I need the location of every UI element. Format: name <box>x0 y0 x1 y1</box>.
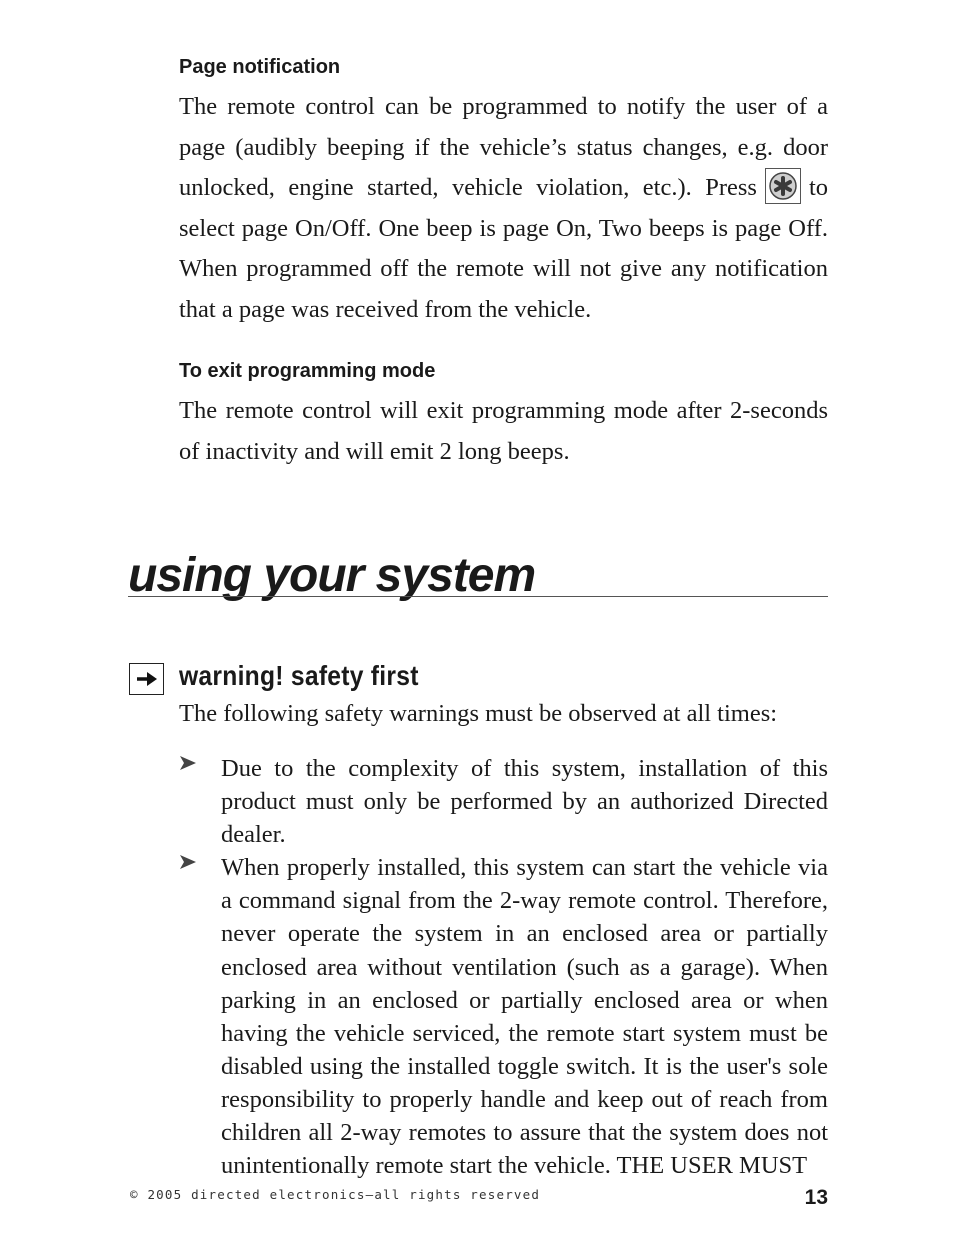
page-notification-heading: Page notification <box>179 56 341 78</box>
section-title: using your system <box>128 549 536 602</box>
page-notification-text-after: to select page On/Off. One beep is page On, Two beeps is page Off. When programmed off the remote will not give any notification that a page was received from the vehicle. <box>179 174 828 323</box>
warning-title: warning! safety first <box>179 660 419 691</box>
asterisk-key-icon <box>765 168 801 204</box>
exit-programming-heading: To exit programming mode <box>179 360 436 382</box>
page-notification-paragraph <box>179 87 828 330</box>
warning-list <box>179 752 828 1182</box>
bullet-text <box>221 851 828 1182</box>
bullet-text: Due to the complexity of this system, installation of this product must only be performed by an authorized Directed dealer. <box>221 755 828 849</box>
footer-copyright: © 2005 directed electronics—all rights reserved <box>130 1187 541 1202</box>
triangle-bullet-icon <box>179 854 197 875</box>
arrow-right-icon <box>129 663 164 695</box>
bullet-text-body: When properly installed, this system can start the vehicle via a command signal from the 2-way remote control. Therefore, never operate the system in an enclosed area or partially enclosed area without ventilation (such as a garage). When parking in an enclosed or partially enclosed area or when having the vehicle serviced, the remote start system must be disabled using the installed toggle switch. It is the user's sole responsibility to properly handle and keep out of reach from children all 2-way remotes to assure that the system does not unintentionally remote start the vehicle. <box>221 854 828 1180</box>
triangle-bullet-icon <box>179 755 197 776</box>
page-number: 13 <box>804 1186 828 1209</box>
bullet-emphasis: THE USER MUST <box>616 1152 808 1180</box>
warning-intro: The following safety warnings must be observed at all times: <box>179 700 778 727</box>
page-notification-text-before: The remote control can be programmed to notify the user of a page (audibly beeping if the vehicle’s status changes, e.g. door unlocked, engine started, vehicle violation, etc.). Press <box>179 93 828 201</box>
list-item <box>179 752 828 851</box>
list-item <box>179 851 828 1182</box>
exit-programming-paragraph: The remote control will exit programming mode after 2-seconds of inactivity and will emit 2 long beeps. <box>179 397 828 465</box>
section-divider <box>128 596 828 597</box>
